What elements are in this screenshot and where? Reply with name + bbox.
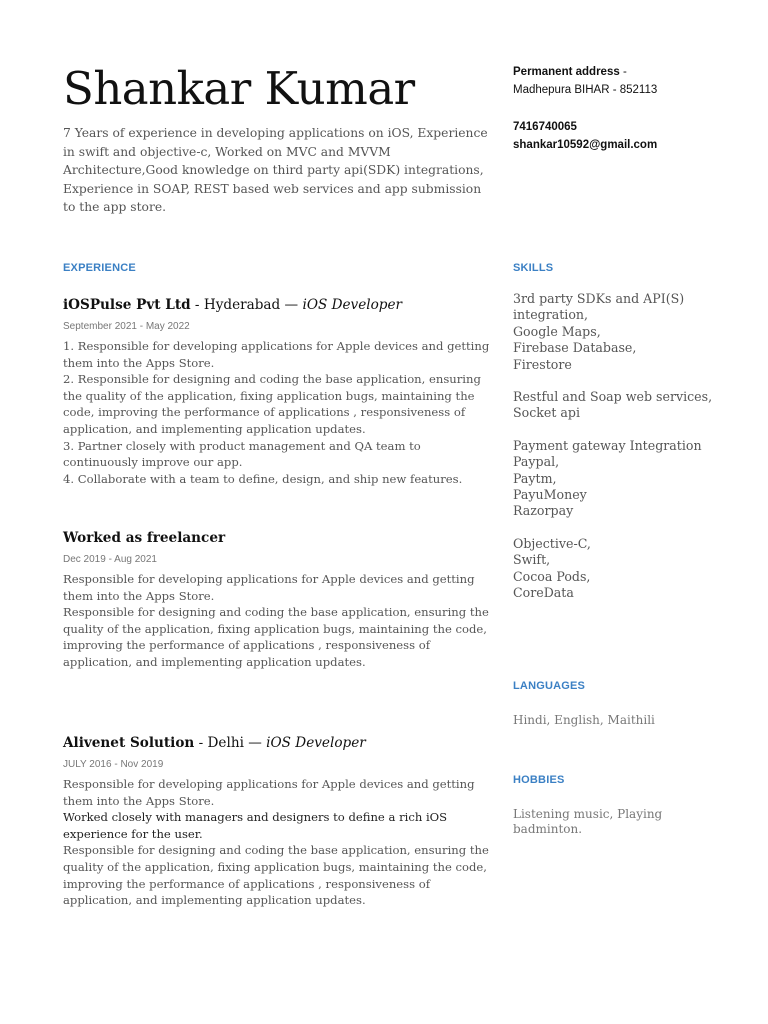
- job-description: [63, 338, 495, 487]
- job-role: iOS Developer: [266, 735, 366, 751]
- skill-item: Payment gateway Integration: [513, 437, 702, 453]
- job-line: Responsible for developing applications for Apple devices and getting them into the Apps Store.: [63, 777, 475, 808]
- job-company: Alivenet Solution: [63, 735, 195, 751]
- skill-group-payments: [513, 438, 713, 520]
- skill-item: Google Maps,: [513, 323, 601, 339]
- hobbies-heading: HOBBIES: [513, 774, 565, 786]
- job-header: [63, 529, 495, 547]
- job-date: September 2021 - May 2022: [63, 321, 190, 332]
- skill-item: Paytm,: [513, 470, 557, 486]
- skill-item: CoreData: [513, 585, 574, 601]
- contact-block: [513, 63, 743, 154]
- job-date: JULY 2016 - Nov 2019: [63, 759, 164, 770]
- job-line: Worked closely with managers and designers to define a rich iOS experience for the user.: [63, 810, 448, 841]
- job-entry-iospulse: [63, 296, 495, 487]
- phone-number: 7416740065: [513, 121, 577, 133]
- skill-item: Firestore: [513, 356, 572, 372]
- job-header: [63, 734, 495, 752]
- job-header: [63, 296, 495, 314]
- address-value: Madhepura BIHAR - 852113: [513, 84, 658, 96]
- languages-heading: LANGUAGES: [513, 680, 586, 692]
- skill-item: Razorpay: [513, 503, 574, 519]
- job-company: Worked as freelancer: [63, 530, 226, 546]
- skill-item: Cocoa Pods,: [513, 568, 591, 584]
- job-line: 1. Responsible for developing applications for Apple devices and getting them into the Apps Store.: [63, 339, 490, 370]
- job-entry-alivenet: [63, 734, 495, 909]
- skill-item: Restful and Soap web services,: [513, 389, 713, 405]
- skills-list: [513, 291, 713, 618]
- job-company: iOSPulse Pvt Ltd: [63, 297, 191, 313]
- address-heading: [513, 63, 743, 81]
- experience-heading: EXPERIENCE: [63, 262, 136, 274]
- skill-item: Objective-C,: [513, 535, 591, 551]
- job-line: 4. Collaborate with a team to define, design, and ship new features.: [63, 471, 463, 486]
- hobbies-text: Listening music, Playing badminton.: [513, 807, 663, 836]
- profile-summary: 7 Years of experience in developing applications on iOS, Experience in swift and objective-c, Worked on MVC and MVVM Architecture,Good knowledge on third party api(SDK) integrations, Experience in SOAP, REST based web services and app submission to the app store.: [63, 126, 488, 214]
- skill-item: 3rd party SDKs and API(S) integration,: [513, 291, 685, 323]
- job-line: Responsible for developing applications for Apple devices and getting them into the Apps Store.: [63, 572, 475, 603]
- skill-item: Firebase Database,: [513, 340, 637, 356]
- job-role: iOS Developer: [302, 297, 403, 313]
- skill-item: Socket api: [513, 405, 581, 421]
- skill-group-web-services: [513, 389, 713, 422]
- resume-name: Shankar Kumar: [63, 62, 415, 115]
- job-line: 3. Partner closely with product management and QA team to continuously improve our app.: [63, 438, 421, 470]
- address-label: Permanent address: [513, 66, 620, 78]
- address-separator: -: [619, 66, 627, 78]
- job-location: - Delhi —: [194, 735, 267, 751]
- job-entry-freelancer: [63, 529, 495, 671]
- skill-item: Swift,: [513, 552, 551, 568]
- email-address: shankar10592@gmail.com: [513, 139, 658, 151]
- job-line: 2. Responsible for designing and coding the base application, ensuring the quality of the application, fixing application bugs, maintaining the code, improving the performance of applications , responsiveness of application, and implementing application updates.: [63, 372, 481, 436]
- job-description: [63, 776, 495, 909]
- job-description: [63, 571, 495, 671]
- job-location: - Hyderabad —: [190, 297, 303, 313]
- skill-group-languages-tools: [513, 536, 713, 602]
- skills-heading: SKILLS: [513, 262, 554, 274]
- job-date: Dec 2019 - Aug 2021: [63, 554, 157, 565]
- languages-text: Hindi, English, Maithili: [513, 713, 655, 727]
- job-line: Responsible for designing and coding the base application, ensuring the quality of the application, fixing application bugs, maintaining the code, improving the performance of applications , responsiveness of application, and implementing application updates.: [63, 843, 489, 908]
- skill-item: Paypal,: [513, 454, 560, 470]
- skill-group-sdks: [513, 291, 713, 373]
- job-line: Responsible for designing and coding the base application, ensuring the quality of the application, fixing application bugs, maintaining the code, improving the performance of applications , responsiveness of application, and implementing application updates.: [63, 605, 489, 669]
- skill-item: PayuMoney: [513, 487, 587, 503]
